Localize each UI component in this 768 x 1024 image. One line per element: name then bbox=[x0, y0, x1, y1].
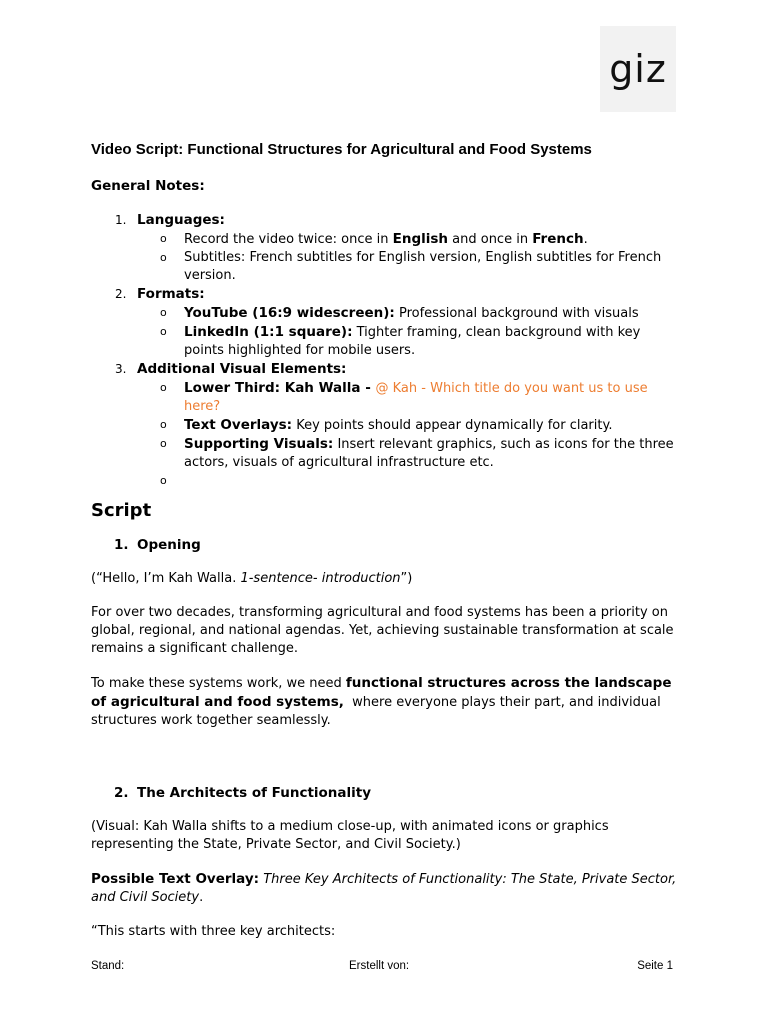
section-number: 2. bbox=[114, 785, 129, 801]
sub-list-item bbox=[137, 249, 681, 285]
text-run: ”) bbox=[400, 571, 413, 586]
bold-run: Text Overlays: bbox=[184, 417, 293, 433]
text-run: Record the video twice: once in bbox=[184, 232, 393, 247]
bullet-icon: o bbox=[160, 381, 167, 394]
list-item-languages bbox=[91, 211, 681, 285]
sub-list-item bbox=[137, 323, 681, 360]
opening-quote bbox=[91, 570, 681, 588]
text-run: where everyone plays their part, and individual structures work together seamlessly. bbox=[91, 695, 665, 728]
text-run: Subtitles: French subtitles for English version, English subtitles for French version. bbox=[184, 250, 662, 283]
text-run: (“Hello, I’m Kah Walla. bbox=[91, 571, 241, 586]
bullet-icon: o bbox=[160, 306, 167, 319]
bullet-icon: o bbox=[160, 251, 167, 264]
bold-run: functional structures across the landscape of agricultural and food systems, bbox=[91, 675, 672, 710]
list-item-visual-elements bbox=[91, 360, 681, 487]
text-run: and once in bbox=[448, 232, 533, 247]
section-title: The Architects of Functionality bbox=[137, 785, 372, 801]
bullet-icon: o bbox=[160, 325, 167, 338]
document-title: Video Script: Functional Structures for Agricultural and Food Systems bbox=[91, 141, 592, 158]
list-number: 3. bbox=[115, 362, 127, 376]
text-run: To make these systems work, we need bbox=[91, 676, 346, 691]
bullet-icon: o bbox=[160, 418, 167, 431]
footer-stand: Stand: bbox=[91, 960, 125, 972]
bold-run: Possible Text Overlay: bbox=[91, 871, 260, 887]
document-body bbox=[91, 141, 681, 957]
bold-run: English bbox=[392, 231, 449, 247]
general-notes-list bbox=[91, 211, 681, 487]
bullet-icon: o bbox=[160, 437, 167, 450]
italic-run: Three Key Architects of Functionality: The State, Private Sector, and Civil Society bbox=[91, 872, 677, 905]
bullet-icon: o bbox=[160, 232, 167, 245]
sub-list bbox=[137, 230, 681, 285]
sub-list-item bbox=[137, 379, 681, 416]
sub-list-item bbox=[137, 435, 681, 472]
sub-list-item bbox=[137, 304, 681, 323]
bold-run: YouTube (16:9 widescreen): bbox=[184, 305, 395, 321]
bold-run: French bbox=[532, 231, 584, 247]
sub-list bbox=[137, 379, 681, 487]
list-item-heading: Formats: bbox=[137, 286, 205, 302]
section-number: 1. bbox=[114, 537, 129, 553]
text-run: Key points should appear dynamically for clarity. bbox=[292, 418, 613, 433]
comment-mention[interactable]: @ Kah - Which title do you want us to use here? bbox=[184, 381, 648, 414]
paragraph: For over two decades, transforming agricultural and food systems has been a priority on global, regional, and national agendas. Yet, achieving sustainable transformation at scale remains a significant challenge. bbox=[91, 605, 674, 656]
footer-page-number: Seite 1 bbox=[637, 960, 673, 972]
paragraph bbox=[91, 870, 681, 907]
list-item-heading: Additional Visual Elements: bbox=[137, 361, 347, 377]
sub-list-item bbox=[137, 230, 681, 249]
footer-erstellt-von: Erstellt von: bbox=[349, 960, 410, 972]
list-item-formats bbox=[91, 285, 681, 360]
list-number: 1. bbox=[115, 213, 127, 227]
general-notes-heading: General Notes: bbox=[91, 178, 205, 194]
bullet-icon: o bbox=[160, 474, 167, 487]
text-run: Professional background with visuals bbox=[394, 306, 639, 321]
paragraph: “This starts with three key architects: bbox=[91, 924, 336, 939]
script-heading: Script bbox=[91, 500, 152, 521]
bold-run: Lower Third: Kah Walla - bbox=[184, 380, 376, 396]
text-run: . bbox=[583, 232, 588, 247]
bold-run: Supporting Visuals: bbox=[184, 436, 334, 452]
text-run: . bbox=[199, 890, 204, 905]
paragraph bbox=[91, 674, 681, 730]
italic-run: 1-sentence- introduction bbox=[240, 571, 401, 586]
bold-run: LinkedIn (1:1 square): bbox=[184, 324, 353, 340]
list-item-heading: Languages: bbox=[137, 212, 225, 228]
text-run: Insert relevant graphics, such as icons for the three actors, visuals of agricultural infrastructure etc. bbox=[184, 437, 674, 470]
section-heading-opening bbox=[91, 536, 681, 554]
sub-list bbox=[137, 304, 681, 360]
text-run: Tighter framing, clean background with key points highlighted for mobile users. bbox=[184, 325, 641, 358]
paragraph: (Visual: Kah Walla shifts to a medium close-up, with animated icons or graphics representing the State, Private Sector, and Civil Society.) bbox=[91, 819, 609, 852]
sub-list-item bbox=[137, 416, 681, 435]
section-title: Opening bbox=[137, 537, 201, 553]
list-number: 2. bbox=[115, 287, 127, 301]
section-heading-architects bbox=[91, 784, 681, 802]
logo-text: giz bbox=[609, 47, 667, 91]
giz-logo bbox=[600, 26, 676, 112]
